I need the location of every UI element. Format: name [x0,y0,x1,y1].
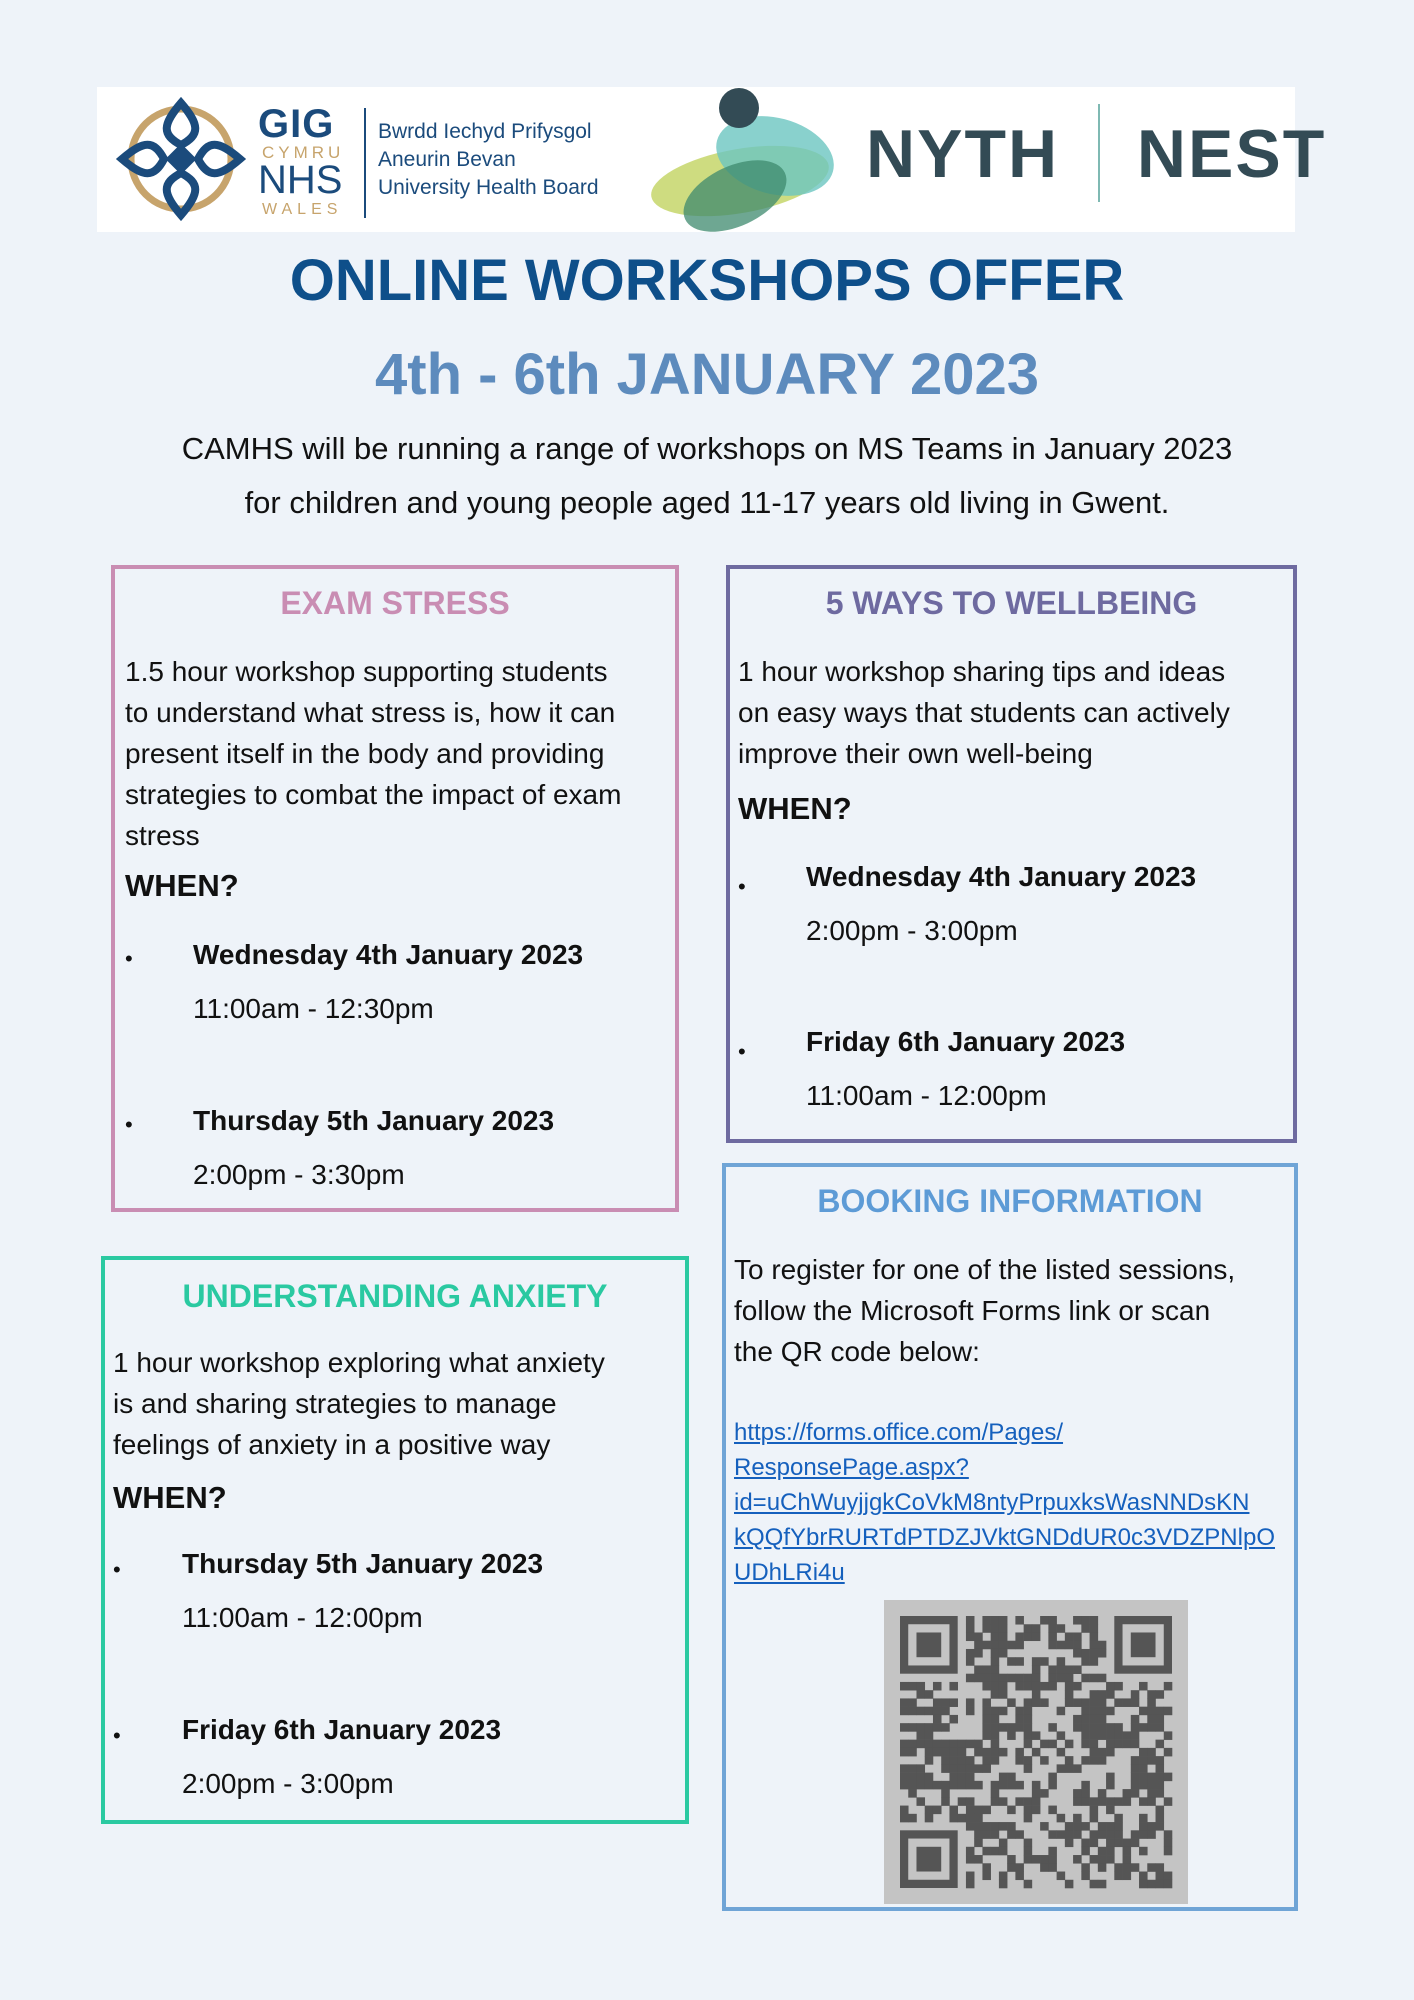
anxiety-when-heading: WHEN? [113,1480,227,1515]
anxiety-session-1-time: 11:00am - 12:00pm [182,1602,423,1633]
nhs-wordmark: NHS [258,158,343,202]
wellbeing-session-1-time: 2:00pm - 3:00pm [806,915,1018,946]
nyth-nest-wordmark [866,110,1326,208]
page-title: ONLINE WORKSHOPS OFFER [289,248,1125,313]
exam-session-1-time: 11:00am - 12:30pm [193,993,434,1024]
wellbeing-session-2-time: 11:00am - 12:00pm [806,1080,1047,1111]
anxiety-description: 1 hour workshop exploring what anxiety is and sharing strategies to manage feelings of anxiety in a positive way [113,1347,605,1460]
wellbeing-title: 5 WAYS TO WELLBEING [825,585,1198,621]
qr-code[interactable] [884,1600,1188,1904]
bullet-icon: • [738,1039,746,1064]
health-board-name: Bwrdd Iechyd Prifysgol Aneurin Bevan University Health Board [378,120,599,199]
nest-word: NEST [1136,115,1327,192]
exam-stress-when-heading: WHEN? [125,868,239,903]
date-range: 4th - 6th JANUARY 2023 [375,342,1039,407]
exam-stress-description: 1.5 hour workshop supporting students to understand what stress is, how it can present itself in the body and providing strategies to combat the impact of exam stress [125,656,622,851]
cymru-wordmark: CYMRU [262,143,345,162]
bullet-icon: • [113,1723,121,1748]
exam-session-2-time: 2:00pm - 3:30pm [193,1159,405,1190]
exam-session-2-day: Thursday 5th January 2023 [193,1105,555,1136]
nest-blob-logo [640,86,840,234]
wellbeing-description: 1 hour workshop sharing tips and ideas on easy ways that students can actively improve their own well-being [738,656,1230,769]
booking-title: BOOKING INFORMATION [817,1183,1203,1219]
anxiety-title: UNDERSTANDING ANXIETY [182,1278,608,1314]
anxiety-box [101,1256,689,1824]
gig-wordmark: GIG [258,102,335,146]
header-divider [364,108,366,218]
bullet-icon: • [113,1557,121,1582]
exam-stress-box [111,565,679,1212]
wellbeing-session-1-day: Wednesday 4th January 2023 [806,861,1197,892]
wellbeing-when-heading: WHEN? [738,791,852,826]
nhs-celtic-knot-logo [112,95,250,223]
nyth-nest-divider [1098,104,1100,202]
nyth-word: NYTH [866,115,1060,192]
bullet-icon: • [738,874,746,899]
bullet-icon: • [125,1112,133,1137]
anxiety-session-2-day: Friday 6th January 2023 [182,1714,502,1745]
wales-wordmark: WALES [262,201,343,218]
wellbeing-box [726,565,1297,1143]
wellbeing-session-2-day: Friday 6th January 2023 [806,1026,1126,1057]
exam-session-1-day: Wednesday 4th January 2023 [193,939,584,970]
anxiety-session-2-time: 2:00pm - 3:00pm [182,1768,394,1799]
bullet-icon: • [125,946,133,971]
booking-forms-link[interactable]: https://forms.office.com/Pages/ ResponsePage.aspx? id=uChWuyjjgkCoVkM8ntyPrpuxksWasNNDsKN kQQfYbrRURTdPTDZJVktGNDdUR0c3VDZPNlpO UDhLRi4u [734,1419,1275,1586]
booking-description: To register for one of the listed sessions, follow the Microsoft Forms link or scan the QR code below: [734,1254,1236,1367]
anxiety-session-1-day: Thursday 5th January 2023 [182,1548,544,1579]
intro-text: CAMHS will be running a range of workshops on MS Teams in January 2023 for children and young people aged 11-17 years old living in Gwent. [181,431,1233,520]
exam-stress-title: EXAM STRESS [280,585,510,621]
